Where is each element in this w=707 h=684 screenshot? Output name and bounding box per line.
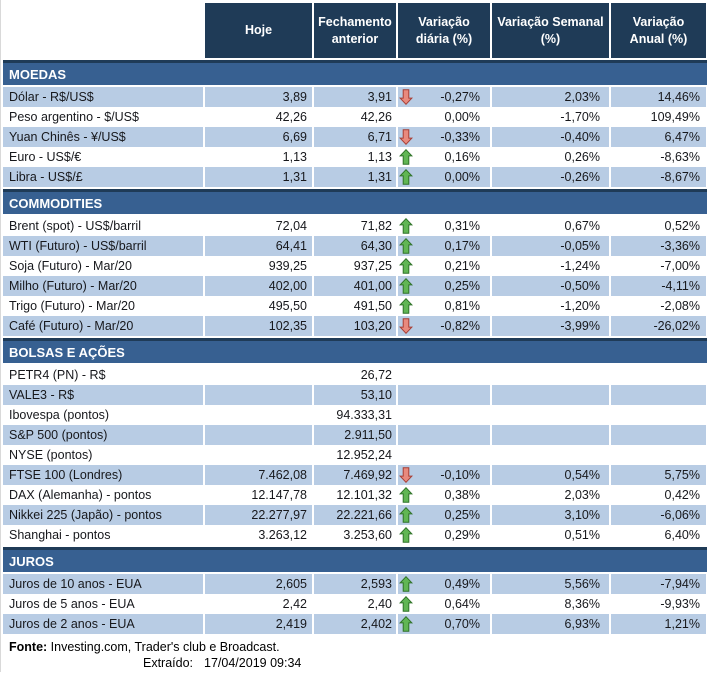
row-label: Soja (Futuro) - Mar/20 — [3, 256, 203, 276]
cell-variacao-diaria — [398, 505, 490, 525]
row-label: PETR4 (PN) - R$ — [3, 365, 203, 385]
row-label: Dólar - R$/US$ — [3, 87, 203, 107]
row-label: FTSE 100 (Londres) — [3, 465, 203, 485]
cell-variacao-semanal: -0,26% — [492, 167, 609, 187]
cell-variacao-anual: 0,52% — [611, 216, 706, 236]
up-arrow-icon — [399, 218, 413, 234]
row-label: VALE3 - R$ — [3, 385, 203, 405]
cell-variacao-diaria — [398, 147, 490, 167]
cell-fechamento-anterior: 3.253,60 — [314, 525, 396, 545]
up-arrow-icon — [399, 298, 413, 314]
table-row-petr4-pn-r — [3, 365, 707, 385]
cell-variacao-anual — [611, 425, 706, 445]
cell-variacao-diaria — [398, 574, 490, 594]
variacao-diaria-value: 0,25% — [444, 508, 480, 522]
cell-variacao-semanal: 0,67% — [492, 216, 609, 236]
row-label: NYSE (pontos) — [3, 445, 203, 465]
table-body — [3, 60, 707, 634]
cell-variacao-diaria — [398, 445, 490, 465]
cell-variacao-diaria — [398, 316, 490, 336]
variacao-diaria-value: 0,29% — [444, 528, 480, 542]
row-label: S&P 500 (pontos) — [3, 425, 203, 445]
cell-variacao-diaria — [398, 236, 490, 256]
cell-hoje: 64,41 — [205, 236, 312, 256]
column-header-variacao-diaria: Variação diária (%) — [398, 3, 490, 58]
cell-variacao-semanal — [492, 425, 609, 445]
row-label: Libra - US$/£ — [3, 167, 203, 187]
cell-variacao-semanal: 3,10% — [492, 505, 609, 525]
cell-variacao-semanal — [492, 385, 609, 405]
cell-hoje: 1,13 — [205, 147, 312, 167]
extraction-note — [3, 655, 707, 672]
cell-variacao-semanal: -1,20% — [492, 296, 609, 316]
cell-hoje: 2,42 — [205, 594, 312, 614]
row-label: Trigo (Futuro) - Mar/20 — [3, 296, 203, 316]
cell-variacao-anual — [611, 405, 706, 425]
cell-variacao-diaria — [398, 296, 490, 316]
variacao-diaria-value: 0,31% — [444, 219, 480, 233]
up-arrow-icon — [399, 149, 413, 165]
cell-hoje: 2,419 — [205, 614, 312, 634]
source-note — [3, 639, 707, 655]
cell-hoje: 3,89 — [205, 87, 312, 107]
cell-variacao-anual: 5,75% — [611, 465, 706, 485]
row-label: Brent (spot) - US$/barril — [3, 216, 203, 236]
cell-variacao-diaria — [398, 405, 490, 425]
cell-variacao-anual: -8,67% — [611, 167, 706, 187]
cell-fechamento-anterior: 6,71 — [314, 127, 396, 147]
up-arrow-icon — [399, 616, 413, 632]
row-label: Juros de 5 anos - EUA — [3, 594, 203, 614]
cell-hoje: 72,04 — [205, 216, 312, 236]
cell-hoje — [205, 425, 312, 445]
variacao-diaria-value: 0,49% — [444, 577, 480, 591]
cell-variacao-semanal: -1,70% — [492, 107, 609, 127]
cell-variacao-diaria — [398, 485, 490, 505]
source-label: Fonte: — [9, 640, 48, 654]
cell-variacao-semanal: 6,93% — [492, 614, 609, 634]
cell-fechamento-anterior: 42,26 — [314, 107, 396, 127]
cell-variacao-diaria — [398, 256, 490, 276]
cell-variacao-semanal: 2,03% — [492, 485, 609, 505]
cell-hoje: 7.462,08 — [205, 465, 312, 485]
up-arrow-icon — [399, 596, 413, 612]
cell-fechamento-anterior: 937,25 — [314, 256, 396, 276]
variacao-diaria-value: 0,00% — [444, 110, 480, 124]
cell-variacao-anual: -7,00% — [611, 256, 706, 276]
cell-fechamento-anterior: 1,13 — [314, 147, 396, 167]
column-header-variacao-semanal: Variação Semanal (%) — [492, 3, 609, 58]
table-row-wti-futuro-us-barril — [3, 236, 707, 256]
cell-variacao-semanal: -0,50% — [492, 276, 609, 296]
column-header-fechamento-anterior: Fechamento anterior — [314, 3, 396, 58]
down-arrow-icon — [399, 318, 413, 334]
cell-fechamento-anterior: 64,30 — [314, 236, 396, 256]
row-label: Juros de 2 anos - EUA — [3, 614, 203, 634]
cell-hoje: 2,605 — [205, 574, 312, 594]
cell-variacao-diaria — [398, 87, 490, 107]
up-arrow-icon — [399, 507, 413, 523]
column-header-row — [3, 3, 707, 58]
cell-variacao-anual: -3,36% — [611, 236, 706, 256]
variacao-diaria-value: 0,70% — [444, 617, 480, 631]
cell-variacao-anual: 1,21% — [611, 614, 706, 634]
cell-variacao-diaria — [398, 216, 490, 236]
cell-variacao-anual — [611, 445, 706, 465]
row-label: DAX (Alemanha) - pontos — [3, 485, 203, 505]
section-header-bolsas-e-acoes: BOLSAS E AÇÕES — [3, 338, 707, 363]
cell-variacao-anual: -9,93% — [611, 594, 706, 614]
cell-variacao-diaria — [398, 167, 490, 187]
source-text: Investing.com, Trader's club e Broadcast. — [47, 640, 280, 654]
row-label: Euro - US$/€ — [3, 147, 203, 167]
table-row-cafe-futuro-mar-20 — [3, 316, 707, 336]
variacao-diaria-value: 0,21% — [444, 259, 480, 273]
cell-fechamento-anterior: 94.333,31 — [314, 405, 396, 425]
cell-variacao-semanal: -0,05% — [492, 236, 609, 256]
cell-hoje: 939,25 — [205, 256, 312, 276]
cell-variacao-anual: 6,40% — [611, 525, 706, 545]
table-row-dax-alemanha-pontos — [3, 485, 707, 505]
variacao-diaria-value: 0,81% — [444, 299, 480, 313]
variacao-diaria-value: -0,27% — [440, 90, 480, 104]
table-row-nikkei-225-japao-pontos — [3, 505, 707, 525]
cell-fechamento-anterior: 12.952,24 — [314, 445, 396, 465]
cell-variacao-semanal: -0,40% — [492, 127, 609, 147]
cell-variacao-diaria — [398, 614, 490, 634]
section-header-commodities: COMMODITIES — [3, 189, 707, 214]
down-arrow-icon — [399, 467, 413, 483]
up-arrow-icon — [399, 258, 413, 274]
row-label: Juros de 10 anos - EUA — [3, 574, 203, 594]
cell-fechamento-anterior: 2,402 — [314, 614, 396, 634]
up-arrow-icon — [399, 576, 413, 592]
cell-variacao-anual: 109,49% — [611, 107, 706, 127]
cell-hoje: 22.277,97 — [205, 505, 312, 525]
cell-variacao-diaria — [398, 465, 490, 485]
cell-hoje: 102,35 — [205, 316, 312, 336]
cell-variacao-semanal: -3,99% — [492, 316, 609, 336]
cell-hoje — [205, 445, 312, 465]
cell-variacao-diaria — [398, 127, 490, 147]
cell-variacao-anual: -2,08% — [611, 296, 706, 316]
table-row-soja-futuro-mar-20 — [3, 256, 707, 276]
table-row-nyse-pontos — [3, 445, 707, 465]
variacao-diaria-value: -0,33% — [440, 130, 480, 144]
table-row-trigo-futuro-mar-20 — [3, 296, 707, 316]
cell-variacao-semanal: 0,54% — [492, 465, 609, 485]
cell-fechamento-anterior: 103,20 — [314, 316, 396, 336]
variacao-diaria-value: 0,38% — [444, 488, 480, 502]
table-row-juros-de-2-anos-eua — [3, 614, 707, 634]
cell-variacao-semanal: 5,56% — [492, 574, 609, 594]
variacao-diaria-value: 0,16% — [444, 150, 480, 164]
cell-fechamento-anterior: 491,50 — [314, 296, 396, 316]
table-row-s-p-500-pontos — [3, 425, 707, 445]
cell-variacao-anual: -8,63% — [611, 147, 706, 167]
cell-variacao-anual: -6,06% — [611, 505, 706, 525]
table-row-juros-de-10-anos-eua — [3, 574, 707, 594]
cell-variacao-diaria — [398, 425, 490, 445]
cell-hoje: 42,26 — [205, 107, 312, 127]
up-arrow-icon — [399, 527, 413, 543]
variacao-diaria-value: 0,25% — [444, 279, 480, 293]
up-arrow-icon — [399, 169, 413, 185]
table-row-brent-spot-us-barril — [3, 216, 707, 236]
cell-fechamento-anterior: 7.469,92 — [314, 465, 396, 485]
cell-fechamento-anterior: 53,10 — [314, 385, 396, 405]
table-row-milho-futuro-mar-20 — [3, 276, 707, 296]
table-row-vale3-r — [3, 385, 707, 405]
variacao-diaria-value: 0,17% — [444, 239, 480, 253]
table-row-shanghai-pontos — [3, 525, 707, 545]
cell-variacao-anual: -7,94% — [611, 574, 706, 594]
row-label: Yuan Chinês - ¥/US$ — [3, 127, 203, 147]
row-label: Milho (Futuro) - Mar/20 — [3, 276, 203, 296]
row-label: Café (Futuro) - Mar/20 — [3, 316, 203, 336]
table-row-dolar-r-us — [3, 87, 707, 107]
variacao-diaria-value: -0,10% — [440, 468, 480, 482]
table-row-libra-us — [3, 167, 707, 187]
cell-variacao-diaria — [398, 594, 490, 614]
cell-variacao-anual — [611, 385, 706, 405]
row-label: Nikkei 225 (Japão) - pontos — [3, 505, 203, 525]
table-footer — [3, 639, 707, 672]
section-header-moedas: MOEDAS — [3, 60, 707, 85]
cell-variacao-semanal: 0,51% — [492, 525, 609, 545]
cell-hoje: 1,31 — [205, 167, 312, 187]
cell-variacao-diaria — [398, 385, 490, 405]
cell-fechamento-anterior: 2.911,50 — [314, 425, 396, 445]
cell-variacao-anual: 0,42% — [611, 485, 706, 505]
cell-fechamento-anterior: 401,00 — [314, 276, 396, 296]
cell-variacao-semanal — [492, 405, 609, 425]
cell-hoje: 12.147,78 — [205, 485, 312, 505]
table-row-ibovespa-pontos — [3, 405, 707, 425]
table-row-euro-us — [3, 147, 707, 167]
cell-variacao-diaria — [398, 525, 490, 545]
cell-variacao-anual — [611, 365, 706, 385]
variacao-diaria-value: -0,82% — [440, 319, 480, 333]
cell-variacao-diaria — [398, 276, 490, 296]
cell-variacao-semanal: 8,36% — [492, 594, 609, 614]
cell-variacao-semanal: 2,03% — [492, 87, 609, 107]
cell-variacao-anual: -4,11% — [611, 276, 706, 296]
cell-fechamento-anterior: 3,91 — [314, 87, 396, 107]
extraction-timestamp: 17/04/2019 09:34 — [204, 656, 302, 670]
corner-cell — [3, 3, 203, 58]
cell-hoje: 6,69 — [205, 127, 312, 147]
section-header-juros: JUROS — [3, 547, 707, 572]
cell-fechamento-anterior: 71,82 — [314, 216, 396, 236]
table-row-yuan-chines-us — [3, 127, 707, 147]
cell-variacao-anual: -26,02% — [611, 316, 706, 336]
variacao-diaria-value: 0,00% — [444, 170, 480, 184]
cell-variacao-semanal — [492, 365, 609, 385]
table-row-ftse-100-londres — [3, 465, 707, 485]
table-row-juros-de-5-anos-eua — [3, 594, 707, 614]
cell-hoje: 495,50 — [205, 296, 312, 316]
table-row-peso-argentino-us — [3, 107, 707, 127]
down-arrow-icon — [399, 89, 413, 105]
up-arrow-icon — [399, 238, 413, 254]
column-header-variacao-anual: Variação Anual (%) — [611, 3, 706, 58]
down-arrow-icon — [399, 129, 413, 145]
cell-hoje — [205, 405, 312, 425]
cell-fechamento-anterior: 26,72 — [314, 365, 396, 385]
cell-variacao-anual: 6,47% — [611, 127, 706, 147]
cell-fechamento-anterior: 1,31 — [314, 167, 396, 187]
row-label: Ibovespa (pontos) — [3, 405, 203, 425]
cell-variacao-diaria — [398, 107, 490, 127]
cell-variacao-diaria — [398, 365, 490, 385]
cell-hoje: 3.263,12 — [205, 525, 312, 545]
row-label: WTI (Futuro) - US$/barril — [3, 236, 203, 256]
cell-variacao-semanal: 0,26% — [492, 147, 609, 167]
extraction-label: Extraído: — [143, 656, 194, 670]
column-header-hoje: Hoje — [205, 3, 312, 58]
up-arrow-icon — [399, 278, 413, 294]
cell-variacao-semanal: -1,24% — [492, 256, 609, 276]
cell-fechamento-anterior: 22.221,66 — [314, 505, 396, 525]
cell-hoje — [205, 365, 312, 385]
row-label: Shanghai - pontos — [3, 525, 203, 545]
cell-fechamento-anterior: 2,40 — [314, 594, 396, 614]
cell-fechamento-anterior: 12.101,32 — [314, 485, 396, 505]
cell-fechamento-anterior: 2,593 — [314, 574, 396, 594]
cell-variacao-anual: 14,46% — [611, 87, 706, 107]
row-label: Peso argentino - $/US$ — [3, 107, 203, 127]
cell-hoje — [205, 385, 312, 405]
cell-hoje: 402,00 — [205, 276, 312, 296]
cell-variacao-semanal — [492, 445, 609, 465]
up-arrow-icon — [399, 487, 413, 503]
variacao-diaria-value: 0,64% — [444, 597, 480, 611]
